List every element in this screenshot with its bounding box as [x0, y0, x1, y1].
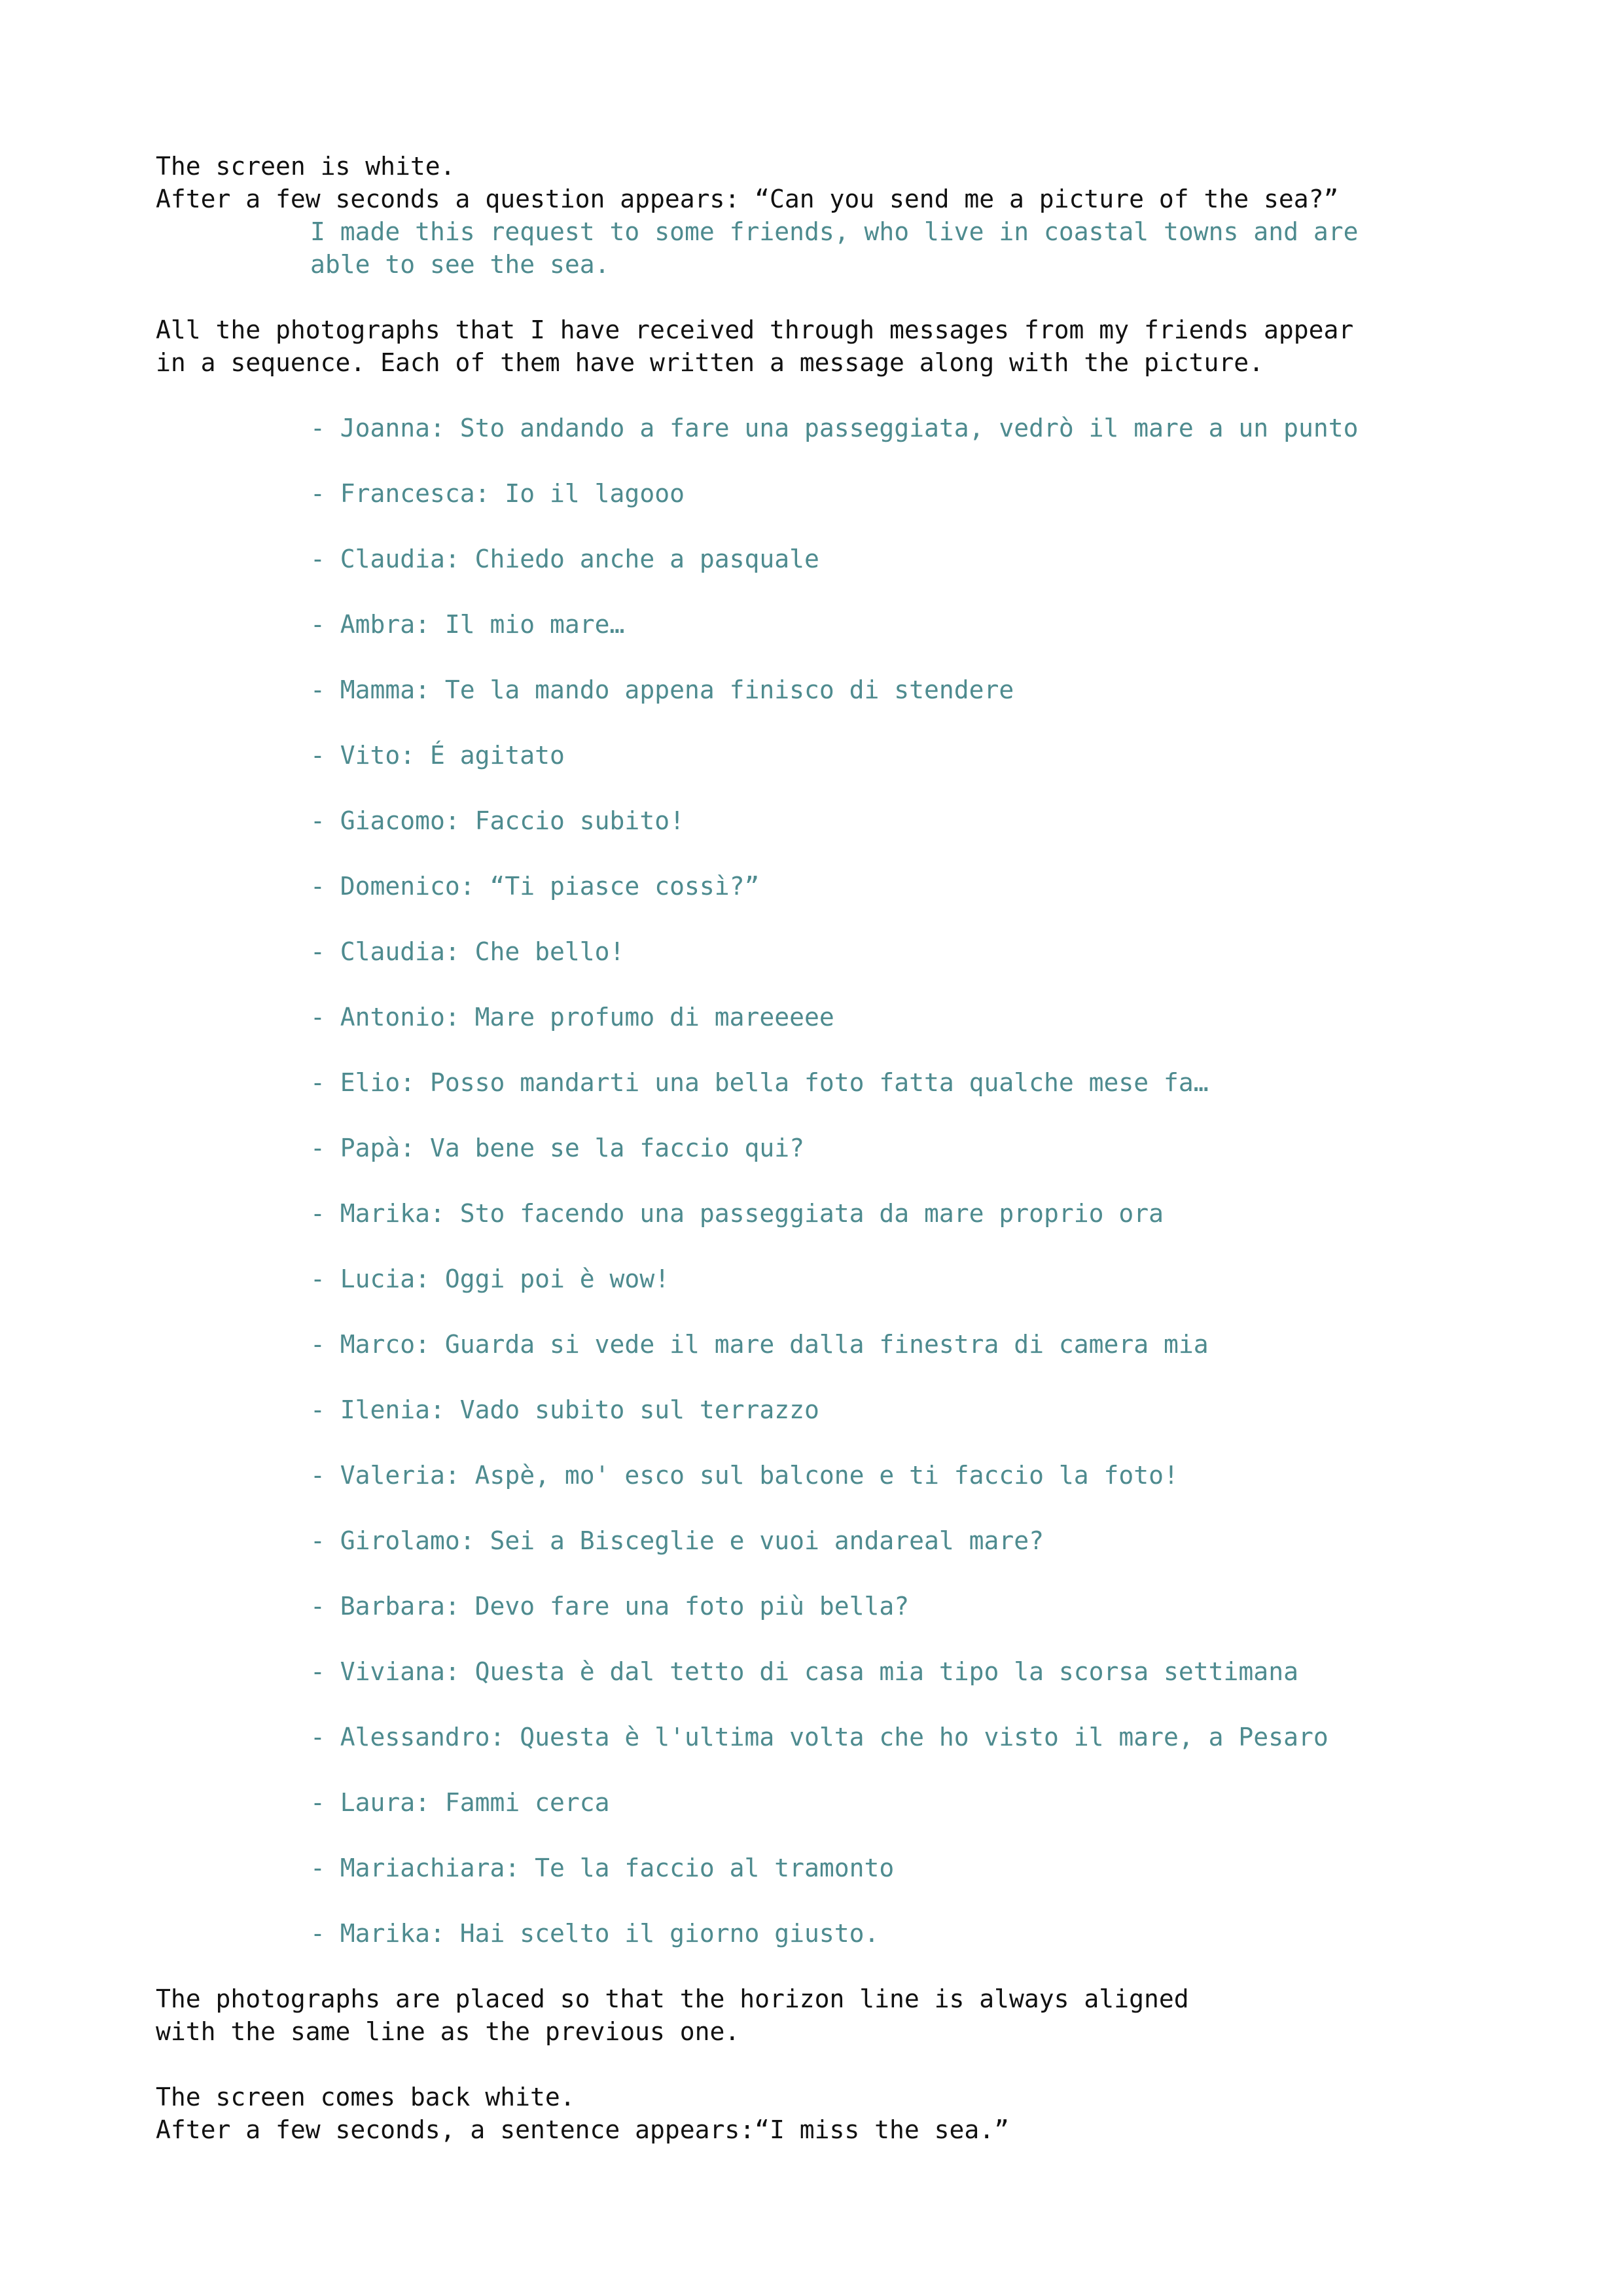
message-item: - Laura: Fammi cerca: [310, 1788, 610, 1817]
message-item: - Girolamo: Sei a Bisceglie e vuoi andareal mare?: [310, 1526, 1044, 1555]
placement-line-2: with the same line as the previous one.: [156, 2017, 740, 2046]
request-note-line-1: I made this request to some friends, who live in coastal towns and are: [310, 217, 1359, 246]
message-item: - Antonio: Mare profumo di mareeeee: [310, 1003, 834, 1031]
message-item: - Joanna: Sto andando a fare una passeggiata, vedrò il mare a un punto: [310, 414, 1359, 442]
message-item: - Papà: Va bene se la faccio qui?: [310, 1134, 804, 1162]
spacer: [156, 281, 1504, 314]
message-item: - Claudia: Chiedo anche a pasquale: [310, 545, 819, 573]
message-item: - Elio: Posso mandarti una bella foto fatta qualche mese fa…: [310, 1068, 1209, 1097]
message-item: - Mariachiara: Te la faccio al tramonto: [310, 1854, 895, 1882]
message-item: - Viviana: Questa è dal tetto di casa mia tipo la scorsa settimana: [310, 1657, 1298, 1686]
message-item: - Marika: Sto facendo una passeggiata da mare proprio ora: [310, 1199, 1164, 1228]
message-item: - Marika: Hai scelto il giorno giusto.: [310, 1919, 880, 1948]
message-item: - Francesca: Io il lagooo: [310, 479, 685, 508]
script-page: [156, 150, 1504, 2146]
message-item: - Valeria: Aspè, mo' esco sul balcone e ti faccio la foto!: [310, 1461, 1179, 1490]
message-item: - Marco: Guarda si vede il mare dalla finestra di camera mia: [310, 1330, 1209, 1359]
ending-line-1: The screen comes back white.: [156, 2083, 575, 2111]
spacer: [156, 1950, 1504, 1982]
message-item: - Mamma: Te la mando appena finisco di stendere: [310, 675, 1014, 704]
spacer: [156, 2048, 1504, 2081]
message-item: - Giacomo: Faccio subito!: [310, 806, 685, 835]
message-item: - Ambra: Il mio mare…: [310, 610, 625, 639]
ending-line-2: After a few seconds, a sentence appears:“I miss the sea.”: [156, 2115, 1010, 2144]
message-item: - Claudia: Che bello!: [310, 937, 625, 966]
message-item: - Lucia: Oggi poi è wow!: [310, 1265, 670, 1293]
message-item: - Alessandro: Questa è l'ultima volta che ho visto il mare, a Pesaro: [310, 1723, 1329, 1751]
sequence-line-1: All the photographs that I have received through messages from my friends appear: [156, 315, 1354, 344]
placement-line-1: The photographs are placed so that the horizon line is always aligned: [156, 1984, 1189, 2013]
message-item: - Domenico: “Ti piasce cossì?”: [310, 872, 760, 901]
message-item: - Barbara: Devo fare una foto più bella?: [310, 1592, 910, 1621]
message-item: - Vito: É agitato: [310, 741, 565, 770]
request-note-line-2: able to see the sea.: [310, 250, 610, 279]
message-list: [156, 412, 1504, 1950]
intro-line-2: After a few seconds a question appears: “Can you send me a picture of the sea?”: [156, 185, 1339, 213]
intro-line-1: The screen is white.: [156, 152, 455, 181]
sequence-line-2: in a sequence. Each of them have written a message along with the picture.: [156, 348, 1264, 377]
message-item: - Ilenia: Vado subito sul terrazzo: [310, 1395, 819, 1424]
spacer: [156, 379, 1504, 412]
